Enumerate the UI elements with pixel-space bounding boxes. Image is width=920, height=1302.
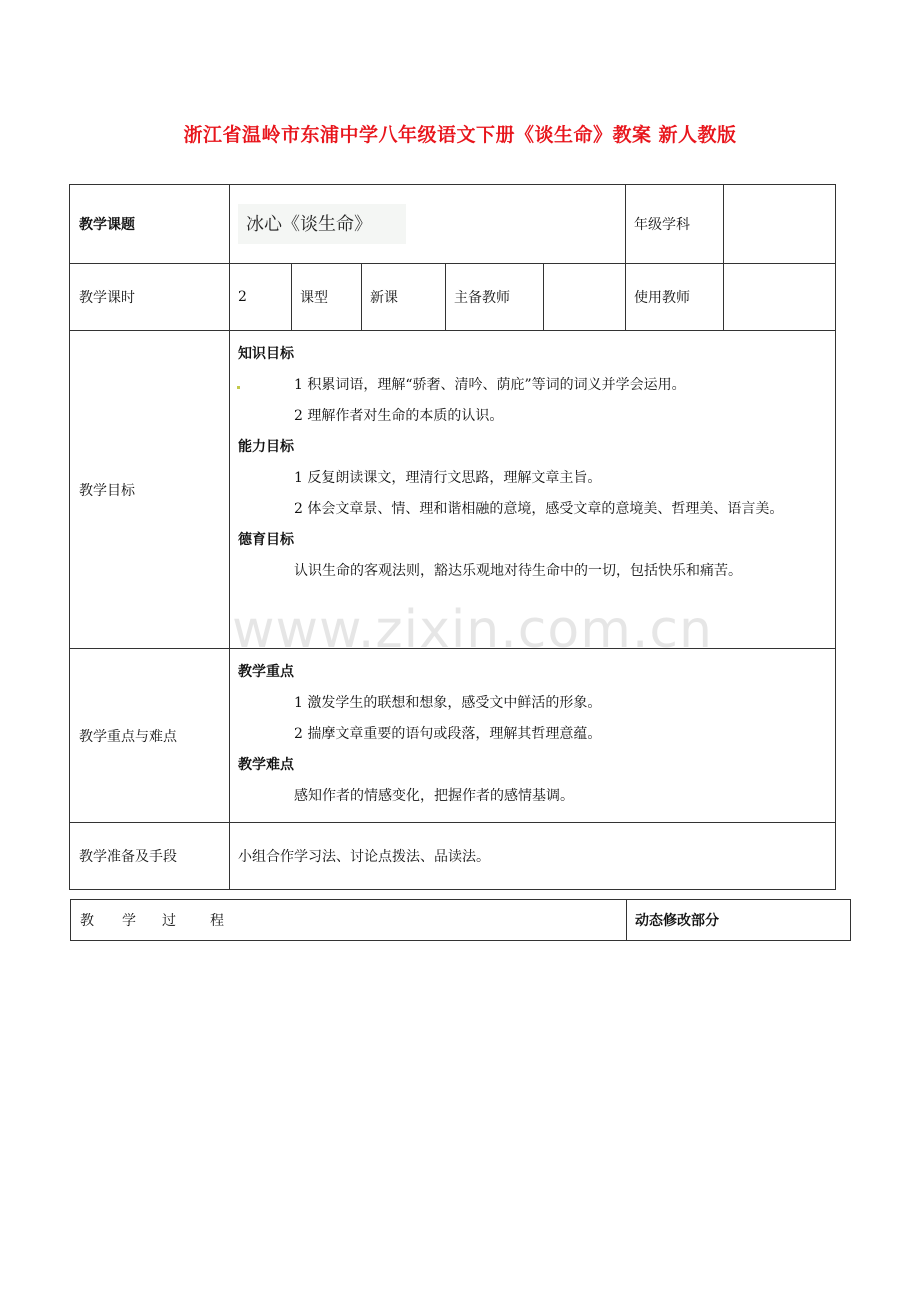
process-label — [71, 900, 627, 941]
focus-item: 1 激发学生的联想和想象，感受文中鲜活的形象。 — [294, 695, 602, 711]
document-title: 浙江省温岭市东浦中学八年级语文下册《谈生命》教案 新人教版 — [183, 124, 737, 146]
grade-value — [724, 185, 836, 264]
goals-label: 教学目标 — [70, 331, 230, 649]
key-points-content — [230, 649, 836, 823]
process-table — [70, 899, 851, 941]
hours-value: 2 — [230, 264, 292, 331]
focus-heading: 教学重点 — [238, 664, 294, 680]
knowledge-heading: 知识目标 — [238, 346, 294, 362]
row-key-points — [70, 649, 836, 823]
preparation-value: 小组合作学习法、讨论点拨法、品读法。 — [230, 823, 836, 890]
watermark: www.zixin.com.cn — [232, 600, 713, 660]
revision-label: 动态修改部分 — [627, 900, 851, 941]
difficulty-item: 感知作者的情感变化，把握作者的感情基调。 — [294, 788, 574, 804]
process-char: 教 — [80, 913, 94, 929]
topic-cell — [230, 185, 626, 264]
topic-label: 教学课题 — [70, 185, 230, 264]
type-value: 新课 — [362, 264, 446, 331]
process-char: 过 — [162, 913, 176, 929]
goals-content — [230, 331, 836, 649]
user-teacher-label: 使用教师 — [626, 264, 724, 331]
focus-item: 2 揣摩文章重要的语句或段落，理解其哲理意蕴。 — [294, 726, 602, 742]
ability-item: 2 体会文章景、情、理和谐相融的意境，感受文章的意境美、哲理美、语言美。 — [294, 501, 784, 517]
knowledge-item: 2 理解作者对生命的本质的认识。 — [294, 408, 504, 424]
user-teacher-value — [724, 264, 836, 331]
moral-heading: 德育目标 — [238, 532, 294, 548]
row-hours — [70, 264, 836, 331]
process-header-row — [71, 900, 851, 941]
row-preparation — [70, 823, 836, 890]
lead-teacher-value — [544, 264, 626, 331]
lead-teacher-label: 主备教师 — [446, 264, 544, 331]
ability-item: 1 反复朗读课文，理清行文思路，理解文章主旨。 — [294, 470, 602, 486]
row-goals — [70, 331, 836, 649]
difficulty-heading: 教学难点 — [238, 757, 294, 773]
preparation-label: 教学准备及手段 — [70, 823, 230, 890]
row-topic — [70, 185, 836, 264]
lesson-plan-table — [69, 184, 836, 890]
ability-heading: 能力目标 — [238, 439, 294, 455]
process-char: 程 — [210, 913, 224, 929]
grade-label: 年级学科 — [626, 185, 724, 264]
type-label: 课型 — [292, 264, 362, 331]
moral-item: 认识生命的客观法则，豁达乐观地对待生命中的一切，包括快乐和痛苦。 — [294, 563, 742, 579]
process-char: 学 — [122, 913, 136, 929]
key-points-label: 教学重点与难点 — [70, 649, 230, 823]
hours-label: 教学课时 — [70, 264, 230, 331]
topic-value: 冰心《谈生命》 — [238, 204, 406, 244]
knowledge-item: 1 积累词语，理解“骄奢、清吟、荫庇”等词的词义并学会运用。 — [294, 377, 686, 393]
